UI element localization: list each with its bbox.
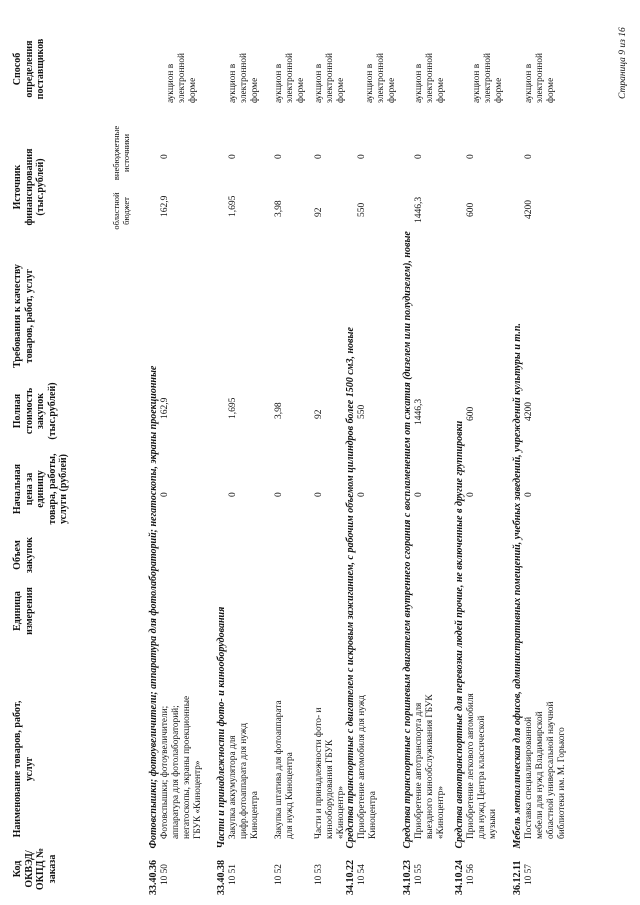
row-total: 92	[314, 409, 324, 419]
row-price: 0	[524, 492, 534, 497]
row-regional: 550	[357, 202, 367, 217]
row-number: 10 56	[466, 864, 476, 885]
header-requirements: Требования к качеству товаров, работ, услуг	[12, 264, 35, 368]
row-total: 600	[466, 406, 476, 421]
header-source-regional: областной бюджет	[111, 192, 131, 230]
row-offbudget: 0	[274, 154, 284, 159]
row-price: 0	[414, 492, 424, 497]
section-title: Части и принадлежности фото- и кинооборудования	[216, 606, 227, 849]
row-number: 10 50	[160, 864, 170, 885]
section-title: Средства автотранспортные для перевозки людей прочие, не включенные в другие группировки	[454, 420, 465, 849]
header-unit: Единица измерения	[12, 587, 35, 635]
section-code: 33.40.38	[216, 860, 227, 895]
row-offbudget: 0	[160, 154, 170, 159]
row-offbudget: 0	[314, 154, 324, 159]
row-total: 1446,3	[414, 398, 424, 425]
row-name: Закупка аккумулятора для цифр.фотоаппарата для нужд Киноцентра	[228, 723, 260, 839]
row-price: 0	[357, 492, 367, 497]
row-offbudget: 0	[466, 154, 476, 159]
section-code: 33.40.36	[148, 860, 159, 895]
header-name: Наименование товаров, работ, услуг	[12, 700, 35, 838]
section-heading	[512, 323, 524, 895]
section-code: 36.12.11	[512, 860, 523, 895]
row-total: 550	[357, 404, 367, 419]
row-offbudget: 0	[524, 154, 534, 159]
row-number: 10 52	[274, 864, 284, 885]
row-method: аукцион в электронной форме	[524, 52, 556, 103]
row-name: Поставка специализированной мебели для нужд Владимирской областной универсальной научной библиотеки им. М. Горького	[524, 701, 567, 839]
row-name: Фотовспышки; фотоувеличители; аппаратура для фотолабораторий; негатоскопы, экраны проекционные ГБУК «Киноцентр»	[160, 695, 203, 839]
header-volume: Объем закупок	[12, 536, 35, 574]
row-regional: 3,98	[274, 200, 284, 217]
row-regional: 162,9	[160, 195, 170, 217]
section-title: Мебель металлическая для офисов, административных помещений, учебных заведений, учреждений культуры и т.п.	[512, 323, 523, 849]
row-total: 1,695	[228, 397, 238, 419]
row-method: аукцион в электронной форме	[228, 52, 260, 103]
section-title: Средства транспортные с двигателем с искровым зажиганием, с рабочим объемом цилиндров более 1500 см3, новые	[345, 327, 356, 849]
header-total: Полная стоимость закупок (тыс.рублей)	[12, 382, 58, 440]
section-code: 34.10.23	[402, 860, 413, 895]
row-number: 10 53	[314, 864, 324, 885]
section-heading	[345, 327, 357, 895]
row-price: 0	[466, 492, 476, 497]
header-price: Начальная цена за единицу товара, работы, услуги (рублей)	[12, 453, 69, 525]
section-heading	[148, 366, 160, 895]
row-name: Приобретение автомобиля для нужд Киноцентра	[357, 695, 378, 839]
section-code: 34.10.22	[345, 860, 356, 895]
row-price: 0	[274, 492, 284, 497]
row-regional: 4200	[524, 200, 534, 219]
row-name: Части и принадлежности фото- и кинооборудования ГБУК «Киноцентр»	[314, 707, 346, 839]
section-heading	[454, 421, 466, 895]
row-method: аукцион в электронной форме	[365, 52, 397, 103]
row-price: 0	[228, 492, 238, 497]
section-title: Фотовспышки; фотоувеличители; аппаратура для фотолабораторий; негатоскопы, экраны проекционные	[148, 365, 159, 849]
row-number: 10 54	[357, 864, 367, 885]
header-source: Источник финансирования (тыс.рублей)	[12, 148, 46, 226]
row-regional: 600	[466, 202, 476, 217]
section-title: Средства транспортные с поршневым двигателем внутреннего сгорания с воспламенением от сжатия (дизелем или полудизелем), новые	[402, 231, 413, 849]
row-total: 4200	[524, 402, 534, 421]
section-code: 34.10.24	[454, 860, 465, 895]
row-number: 10 55	[414, 864, 424, 885]
row-offbudget: 0	[414, 154, 424, 159]
header-source-offbudget: внебюджетные источники	[111, 125, 131, 181]
row-total: 162,9	[160, 397, 170, 419]
section-heading	[216, 607, 228, 895]
row-total: 3,98	[274, 402, 284, 419]
header-code: Код ОКВЭД/ ОКПД № заказа	[12, 847, 58, 891]
header-method: Способ определения поставщиков	[12, 38, 46, 100]
page-number: Страница 9 из 16	[618, 27, 628, 99]
row-name: Приобретение легкового автомобиля для нужд Центра классической музыки	[466, 693, 498, 839]
row-name: Закупка штатива для фотоаппарата для нужд Киноцентра	[274, 700, 295, 839]
row-method: аукцион в электронной форме	[274, 52, 306, 103]
row-number: 10 51	[228, 864, 238, 885]
section-heading	[402, 231, 414, 895]
row-method: аукцион в электронной форме	[314, 52, 346, 103]
row-name: Приобретение автотранспорта для выездного кинообслуживания ГБУК «Киноцентр»	[414, 694, 446, 839]
row-regional: 92	[314, 207, 324, 217]
row-regional: 1446,3	[414, 196, 424, 223]
row-number: 10 57	[524, 864, 534, 885]
row-method: аукцион в электронной форме	[166, 52, 198, 103]
row-method: аукцион в электронной форме	[414, 52, 446, 103]
row-price: 0	[314, 492, 324, 497]
row-offbudget: 0	[228, 154, 238, 159]
row-price: 0	[160, 492, 170, 497]
row-offbudget: 0	[357, 154, 367, 159]
row-method: аукцион в электронной форме	[472, 52, 504, 103]
row-regional: 1,695	[228, 195, 238, 217]
